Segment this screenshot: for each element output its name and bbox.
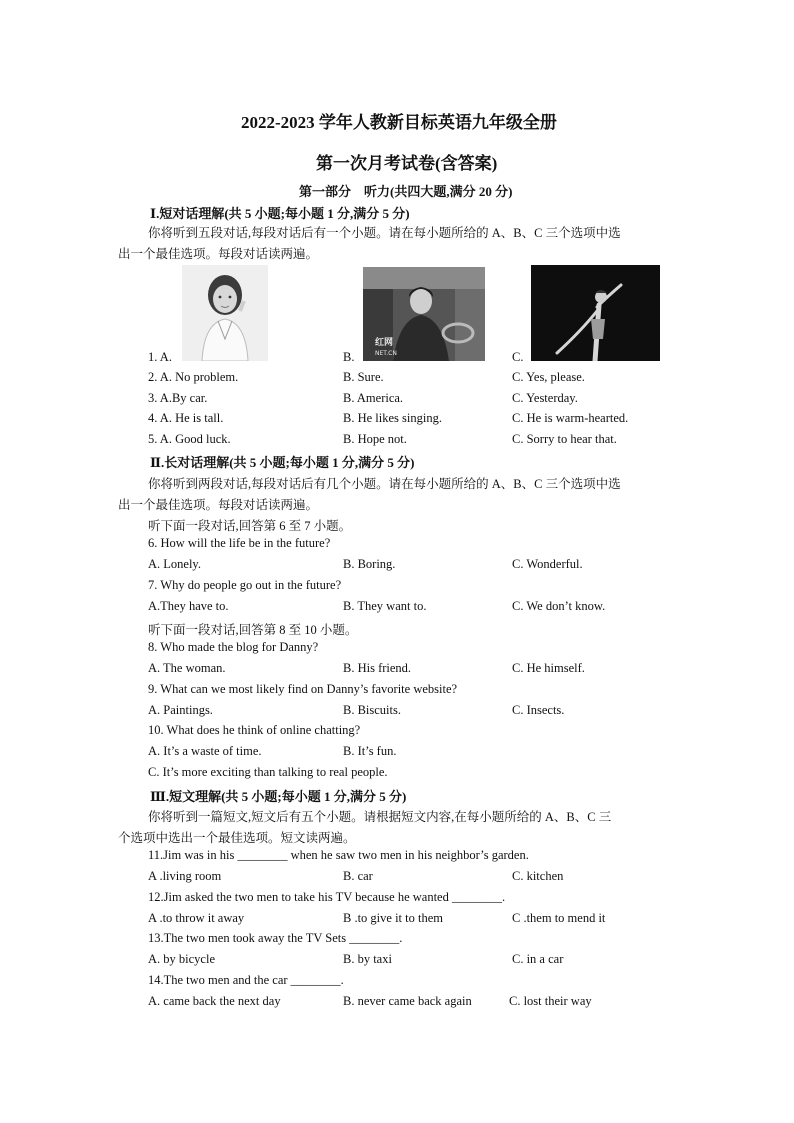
option-c: C. Sorry to hear that. — [512, 432, 617, 446]
dialogue-intro: 听下面一段对话,回答第 6 至 7 小题。 — [148, 519, 352, 533]
section3-heading: Ⅲ.短文理解(共 5 小题;每小题 1 分,满分 5 分) — [150, 789, 407, 804]
option-c: C .them to mend it — [512, 911, 606, 925]
question-13: 13.The two men took away the TV Sets ________. — [148, 931, 403, 945]
option-a: A. The woman. — [148, 661, 226, 675]
question-7: 7. Why do people go out in the future? — [148, 578, 342, 592]
section2-heading: Ⅱ.长对话理解(共 5 小题;每小题 1 分,满分 5 分) — [150, 455, 415, 470]
section1-instruction: 出一个最佳选项。每段对话读两遍。 — [118, 247, 319, 261]
option-c: C. lost their way — [509, 994, 592, 1008]
option-a: A.They have to. — [148, 599, 229, 613]
option-a: 5. A. Good luck. — [148, 432, 231, 446]
part-heading: 第一部分 听力(共四大题,满分 20 分) — [299, 184, 513, 199]
option-c: C. Yesterday. — [512, 391, 578, 405]
gymnast-photo — [531, 265, 660, 361]
option-b: B. America. — [343, 391, 404, 405]
q1-option-b: B. — [343, 350, 355, 364]
option-b: B. Sure. — [343, 370, 384, 384]
option-c: C. He himself. — [512, 661, 585, 675]
section1-heading: Ⅰ.短对话理解(共 5 小题;每小题 1 分,满分 5 分) — [150, 206, 410, 221]
question-8: 8. Who made the blog for Danny? — [148, 640, 319, 654]
watermark-sub: NET.CN — [375, 350, 397, 357]
option-a: A. came back the next day — [148, 994, 281, 1008]
option-b: B .to give it to them — [343, 911, 443, 925]
q1-option-c: C. — [512, 350, 524, 364]
section1-instruction: 你将听到五段对话,每段对话后有一个小题。请在每小题所给的 A、B、C 三个选项中选 — [148, 226, 621, 240]
question-10: 10. What does he think of online chatting? — [148, 723, 361, 737]
section2-instruction: 你将听到两段对话,每段对话后有几个小题。请在每小题所给的 A、B、C 三个选项中选 — [148, 477, 621, 491]
option-a: A. It’s a waste of time. — [148, 744, 262, 758]
dialogue-intro: 听下面一段对话,回答第 8 至 10 小题。 — [148, 623, 358, 637]
section2-instruction: 出一个最佳选项。每段对话读两遍。 — [118, 498, 319, 512]
section3-instruction: 个选项中选出一个最佳选项。短文读两遍。 — [118, 831, 356, 845]
option-c: C. Wonderful. — [512, 557, 583, 571]
option-b: B. His friend. — [343, 661, 412, 675]
option-a: 3. A.By car. — [148, 391, 208, 405]
section3-instruction: 你将听到一篇短文,短文后有五个小题。请根据短文内容,在每小题所给的 A、B、C 三 — [148, 810, 612, 824]
option-b: B. by taxi — [343, 952, 392, 966]
option-c: C. in a car — [512, 952, 564, 966]
option-c: C. kitchen — [512, 869, 564, 883]
option-b: B. He likes singing. — [343, 411, 442, 425]
option-b: B. never came back again — [343, 994, 472, 1008]
option-b: B. car — [343, 869, 373, 883]
option-b: B. Boring. — [343, 557, 396, 571]
option-a: A .to throw it away — [148, 911, 245, 925]
option-b: B. Hope not. — [343, 432, 407, 446]
question-11: 11.Jim was in his ________ when he saw two men in his neighbor’s garden. — [148, 848, 529, 862]
question-12: 12.Jim asked the two men to take his TV because he wanted ________. — [148, 890, 506, 904]
option-a: A. Lonely. — [148, 557, 201, 571]
watermark-logo: 红网 — [375, 338, 394, 348]
option-a: 4. A. He is tall. — [148, 411, 224, 425]
question-6: 6. How will the life be in the future? — [148, 536, 331, 550]
question-9: 9. What can we most likely find on Danny’s favorite website? — [148, 682, 458, 696]
bus-driver-photo — [363, 267, 485, 361]
option-a: 2. A. No problem. — [148, 370, 239, 384]
option-a: A .living room — [148, 869, 222, 883]
option-c: C. Insects. — [512, 703, 565, 717]
option-a: A. Paintings. — [148, 703, 213, 717]
option-b: B. They want to. — [343, 599, 427, 613]
page-subtitle: 第一次月考试卷(含答案) — [316, 154, 498, 173]
option-a: A. by bicycle — [148, 952, 215, 966]
doctor-photo — [182, 265, 268, 361]
option-c: C. It’s more exciting than talking to real people. — [148, 765, 388, 779]
q1-option-a: 1. A. — [148, 350, 172, 364]
page-title: 2022-2023 学年人教新目标英语九年级全册 — [241, 113, 557, 132]
option-c: C. Yes, please. — [512, 370, 585, 384]
option-b: B. Biscuits. — [343, 703, 401, 717]
question-14: 14.The two men and the car ________. — [148, 973, 344, 987]
option-c: C. He is warm-hearted. — [512, 411, 629, 425]
option-c: C. We don’t know. — [512, 599, 606, 613]
option-b: B. It’s fun. — [343, 744, 397, 758]
